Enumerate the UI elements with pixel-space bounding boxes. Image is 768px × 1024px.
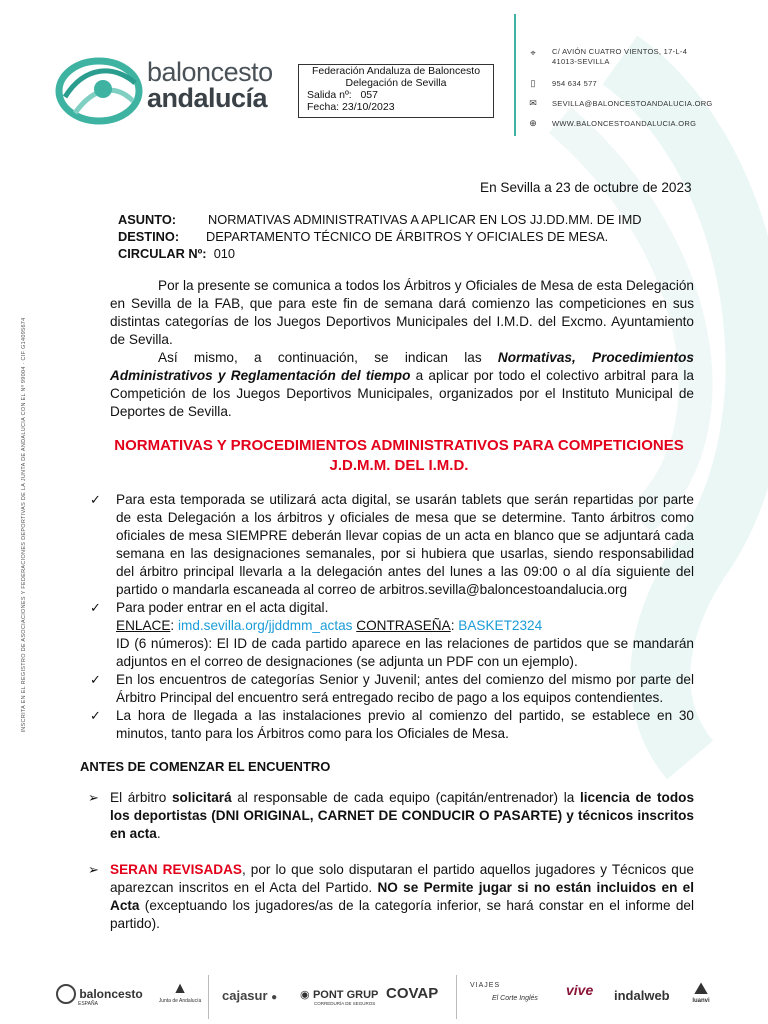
footer-divider — [456, 975, 457, 1019]
circular-value: 010 — [213, 246, 236, 261]
contact-email[interactable]: SEVILLA@BALONCESTOANDALUCIA.ORG — [552, 99, 713, 108]
checklist — [90, 491, 694, 743]
footer-logo-cajasur — [222, 988, 277, 1003]
intro-paragraph-2 — [110, 349, 694, 421]
arrow-2-a: SERAN REVISADAS — [110, 862, 242, 877]
contact-phone: 954 634 577 — [552, 79, 598, 88]
enlace-label: ENLACE — [116, 618, 171, 633]
logo-text-andalucia: andalucía — [147, 83, 268, 113]
cajasur-icon: ● — [271, 992, 278, 1003]
footer-logo-baloncesto-espana — [56, 984, 143, 1007]
stamp-fecha: Fecha: 23/10/2023 — [307, 101, 395, 113]
contact-address2: 41013-SEVILLA — [552, 57, 610, 66]
asunto-value: NORMATIVAS ADMINISTRATIVAS A APLICAR EN LOS JJ.DD.MM. DE IMD — [208, 212, 642, 227]
stamp-line2: Delegación de Sevilla — [345, 77, 447, 89]
check-item-3-text: En los encuentros de categorías Senior y Juvenil; antes del comienzo del mismo por parte del Árbitro Principal del encuentro será entregado recibo de pago a los equipos contendientes. — [116, 672, 694, 705]
footer-f9-text: luanvi — [692, 998, 710, 1004]
stamp-salida — [299, 89, 493, 101]
basketball-icon — [56, 984, 76, 1004]
arrow-bullet-icon: ➢ — [88, 790, 99, 805]
logo-swirl-icon — [55, 55, 143, 125]
registry-sidebar — [14, 310, 28, 750]
arrow-bullet-icon: ➢ — [88, 862, 99, 877]
email-icon: ✉ — [529, 98, 537, 108]
destino-label: DESTINO: — [118, 229, 180, 244]
arrow-2-c: NO se Permite jugar si no están incluidos en el Acta — [110, 880, 694, 913]
check-item-2 — [90, 599, 694, 671]
check-item-1 — [90, 491, 694, 599]
asunto-label: ASUNTO: — [118, 212, 177, 227]
section-title-line1: NORMATIVAS Y PROCEDIMIENTOS ADMINISTRATIVOS PARA COMPETICIONES — [114, 437, 684, 454]
registry-sidebar-text: INSCRITA EN EL REGISTRO DE ASOCIACIONES Y FEDERACIONES DEPORTIVAS DE LA JUNTA DE ANDALUCIA CON EL Nº 99004 · CIF G14095674 — [21, 317, 27, 733]
arrow-2-d: (exceptuando los jugadores/as de la categoría inferior, se hará constar en el informe del partido). — [110, 898, 694, 931]
arrow-2-b: , por lo que solo disputaran el partido aquellos jugadores y Técnicos que aparezcan inscritos en el Acta del Partido. — [110, 862, 694, 895]
access-line — [116, 617, 694, 635]
stamp-line1: Federación Andaluza de Baloncesto — [311, 65, 481, 77]
destino-row — [118, 228, 642, 245]
registry-stamp — [298, 64, 494, 118]
arrow-1-b: solicitará — [171, 790, 232, 805]
footer-logo-viajes — [470, 982, 538, 1002]
footer-logo-luanvi — [684, 980, 718, 1004]
footer-f4-sub: CORREDURÍA DE SEGUROS — [314, 1001, 376, 1006]
check-item-2-text: Para poder entrar en el acta digital. — [116, 600, 329, 615]
footer-f1-text: baloncesto — [79, 987, 143, 1001]
arrow-1-c: al responsable de cada equipo (capitán/entrenador) la — [231, 790, 580, 805]
pontgrup-icon: ◉ — [300, 989, 310, 1001]
checkmark-icon: ✓ — [90, 492, 101, 507]
destino-value: DEPARTAMENTO TÉCNICO DE ÁRBITROS Y OFICIALES DE MESA. — [206, 229, 609, 244]
checkmark-icon: ✓ — [90, 672, 101, 687]
intro-p2-a: Así mismo, a continuación, se indican las — [158, 350, 498, 365]
footer-f1-sub: ESPAÑA — [78, 1001, 98, 1007]
footer-divider — [208, 975, 209, 1019]
footer-logo-junta — [158, 980, 202, 1004]
footer-f6-text: VIAJES — [470, 982, 501, 989]
contact-web[interactable]: WWW.BALONCESTOANDALUCIA.ORG — [552, 119, 697, 128]
checkmark-icon: ✓ — [90, 600, 101, 615]
arrow-1-e: . — [156, 826, 161, 841]
footer-f3-text: cajasur — [222, 988, 268, 1003]
check-item-3 — [90, 671, 694, 707]
section-2-title: ANTES DE COMENZAR EL ENCUENTRO — [80, 759, 331, 774]
enlace-link[interactable]: imd.sevilla.org/jjddmm_actas — [177, 618, 353, 633]
logo-text-baloncesto: baloncesto — [147, 57, 273, 87]
footer-f4-text: PONT GRUP — [312, 989, 379, 1001]
circular-row — [118, 245, 642, 262]
globe-icon: ⊕ — [529, 118, 537, 128]
section-title — [80, 436, 718, 476]
check-item-1-text: Para esta temporada se utilizará acta digital, se usarán tablets que serán repartidas por parte de esta Delegación a los árbitros y oficiales de mesa que se determine. Tanto árbitros como oficiales de mesa SIEMPRE deberán llevar copias de un acta en blanco que se adjuntará cada semana en las designaciones semanales, por si hubiera que usarlas, siendo responsabilidad del árbitro principal llevarla a la delegación antes del lunes a las 09:00 o al día siguiente del partido o mandarla escaneada al correo de arbitros.sevilla@baloncestoandalucia.org — [116, 492, 694, 597]
phone-icon: ▯ — [530, 78, 536, 88]
check-item-4 — [90, 707, 694, 743]
intro-p2-emphasis: Normativas, Procedimientos Administrativos y Reglamentación del tiempo — [110, 350, 694, 383]
stamp-salida-label: Salida nº: — [307, 89, 352, 101]
stamp-salida-value: 057 — [360, 89, 378, 101]
check-item-4-text: La hora de llegada a las instalaciones previo al comienzo del partido, se establece en 30 minutos, tanto para los Árbitros como para los Oficiales de Mesa. — [116, 708, 694, 741]
arrow-1-a: El árbitro — [110, 790, 172, 805]
footer-logo-vive: vive — [566, 982, 594, 998]
arrow-item-2 — [88, 861, 694, 933]
asunto-row — [118, 211, 642, 228]
password-value: BASKET2324 — [458, 618, 543, 633]
password-separator: : — [450, 618, 459, 633]
location-icon: ⌖ — [530, 48, 536, 58]
footer-f6-sub: El Corte Inglés — [492, 995, 538, 1002]
junta-icon: ▲ — [172, 980, 188, 997]
footer-f2-text: Junta de Andalucía — [158, 998, 202, 1004]
password-label: CONTRASEÑA — [356, 618, 451, 633]
header-divider — [514, 14, 516, 136]
contact-address1: C/ AVIÓN CUATRO VIENTOS, 17-L-4 — [552, 47, 688, 56]
luanvi-icon: ⛰ — [693, 979, 709, 998]
checkmark-icon: ✓ — [90, 708, 101, 723]
arrow-item-1 — [88, 789, 695, 843]
section-title-line2: J.D.M.M. DEL I.M.D. — [329, 457, 469, 474]
meta-block — [118, 211, 642, 262]
circular-label: CIRCULAR Nº: — [118, 246, 207, 261]
footer-logo-pontgrup — [300, 987, 378, 1006]
footer-logo-covap: COVAP — [386, 985, 439, 1002]
enlace-separator: : — [170, 618, 178, 633]
intro-paragraph-1: Por la presente se comunica a todos los Árbitros y Oficiales de Mesa de esta Delegación en Sevilla de la FAB, que para este fin de semana dará comienzo las competiciones en sus distintas categorías de los Juegos Deportivos Municipales del I.M.D. del Excmo. Ayuntamiento de Sevilla. — [110, 278, 694, 347]
baloncesto-andalucia-logo — [55, 55, 295, 125]
footer-logo-indalweb: indalweb — [614, 988, 670, 1003]
intro-block — [110, 277, 694, 421]
id-text: ID (6 números): El ID de cada partido aparece en las relaciones de partidos que se mandarán adjuntos en el correo de designaciones (se adjunta un PDF con un ejemplo). — [116, 636, 694, 669]
arrow-1-d: licencia de todos los deportistas (DNI ORIGINAL, CARNET DE CONDUCIR O PASARTE) y técnicos inscritos en acta — [110, 790, 695, 841]
intro-p2-c: a aplicar por todo el colectivo arbitral para la Competición de los Juegos Deportivos Municipales, organizados por el Instituto Municipal de Deportes de Sevilla. — [110, 368, 694, 419]
date-line: En Sevilla a 23 de octubre de 2023 — [480, 180, 692, 195]
